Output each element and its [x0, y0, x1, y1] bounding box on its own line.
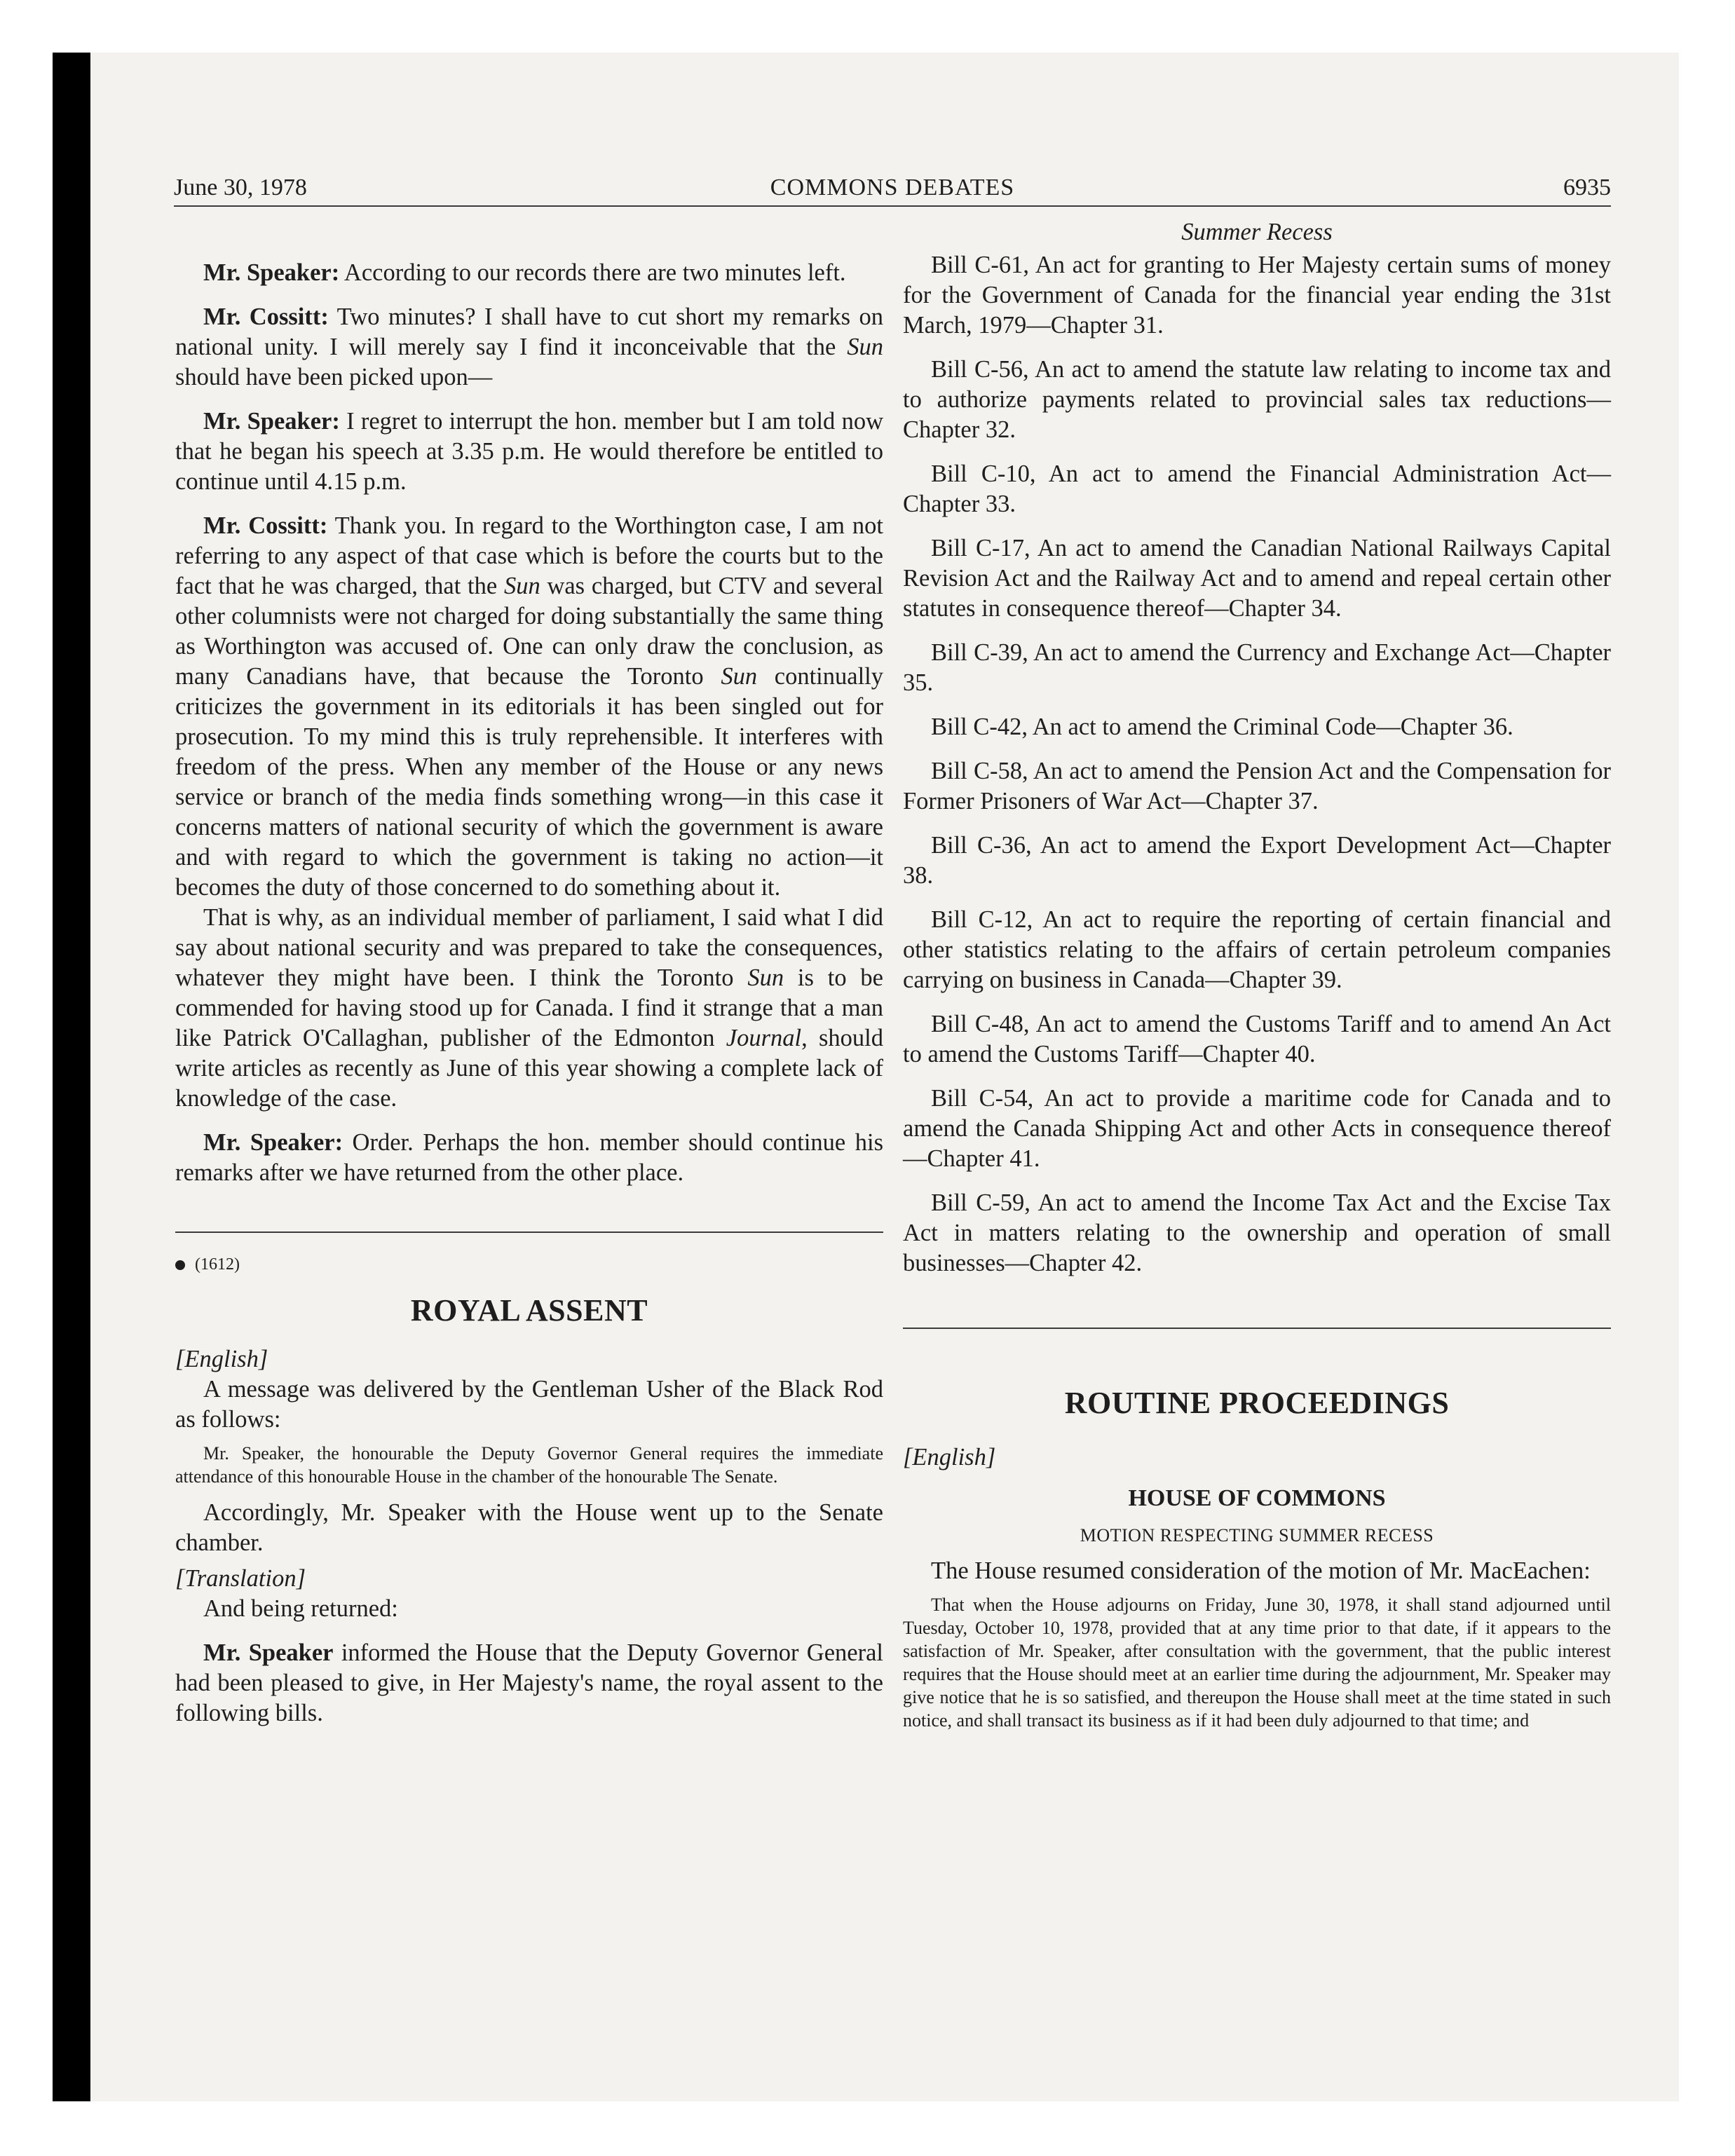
- speaker-name: Mr. Speaker: [203, 1639, 334, 1666]
- header-title: COMMONS DEBATES: [770, 175, 1015, 200]
- running-head: Summer Recess: [1181, 219, 1333, 245]
- paragraph: The House resumed consideration of the motion of Mr. MacEachen:: [931, 1557, 1591, 1584]
- bill-entry: Bill C-48, An act to amend the Customs Tariff and to amend An Act to amend the Customs Tariff—Chapter 40.: [903, 1011, 1611, 1067]
- section-title-routine-proceedings: ROUTINE PROCEEDINGS: [1064, 1386, 1450, 1420]
- paragraph: Mr. Speaker: Order. Perhaps the hon. member should continue his remarks after we have returned from the other place.: [175, 1129, 883, 1186]
- language-tag: [Translation]: [175, 1565, 306, 1592]
- paragraph: Mr. Speaker: I regret to interrupt the hon. member but I am told now that he began his speech at 3.35 p.m. He would therefore be entitled to continue until 4.15 p.m.: [175, 408, 883, 495]
- bill-entry: Bill C-17, An act to amend the Canadian National Railways Capital Revision Act and the Railway Act and to amend and repeal certain other statutes in consequence thereof—Chapter 34.: [903, 535, 1611, 622]
- paragraph: Mr. Cossitt: Two minutes? I shall have to cut short my remarks on national unity. I will merely say I find it inconceivable that the Sun should have been picked upon—: [175, 303, 883, 390]
- paragraph: Accordingly, Mr. Speaker with the House went up to the Senate chamber.: [175, 1499, 883, 1556]
- speaker-name: Mr. Speaker:: [203, 408, 340, 435]
- language-tag: [English]: [903, 1444, 996, 1471]
- paragraph: Mr. Cossitt: Thank you. In regard to the Worthington case, I am not referring to any aspect of that case which is before the courts but to the fact that he was charged, that the Sun was charged, but CTV and several other columnists were not charged for doing substantially the same thing as Worthington was accused of. One can only draw the conclusion, as many Canadians have, that because the Toronto Sun continually criticizes the government in its editorials it has been singled out for prosecution. To my mind this is truly reprehensible. It interferes with freedom of the press. When any member of the House or any news service or branch of the media finds something wrong—in this case it concerns matters of national security of which the government is aware and with regard to which the government is taking no action—it becomes the duty of those concerned to do something about it.: [175, 512, 883, 901]
- speaker-name: Mr. Speaker:: [203, 259, 340, 286]
- language-tag: [English]: [175, 1346, 268, 1372]
- section-divider: [903, 1328, 1611, 1329]
- paragraph: A message was delivered by the Gentleman Usher of the Black Rod as follows:: [175, 1376, 883, 1433]
- bill-entry: Bill C-56, An act to amend the statute law relating to income tax and to authorize payments related to provincial sales tax reductions—Chapter 32.: [903, 356, 1611, 443]
- speaker-name: Mr. Speaker:: [203, 1129, 343, 1156]
- bill-entry: Bill C-58, An act to amend the Pension Act and the Compensation for Former Prisoners of War Act—Chapter 37.: [903, 758, 1611, 814]
- paragraph: And being returned:: [203, 1595, 398, 1622]
- header-date: June 30, 1978: [174, 175, 307, 200]
- quoted-message: Mr. Speaker, the honourable the Deputy Governor General requires the immediate attendance of this honourable House in the chamber of the honourable The Senate.: [175, 1443, 883, 1487]
- bill-entry: Bill C-10, An act to amend the Financial Administration Act—Chapter 33.: [903, 460, 1611, 517]
- binding-edge: [53, 53, 90, 2101]
- bill-entry: Bill C-36, An act to amend the Export Development Act—Chapter 38.: [903, 832, 1611, 889]
- speaker-name: Mr. Cossitt:: [203, 512, 328, 539]
- motion-title: MOTION RESPECTING SUMMER RECESS: [1080, 1525, 1434, 1546]
- left-column: [175, 217, 883, 1728]
- bill-entry: Bill C-54, An act to provide a maritime code for Canada and to amend the Canada Shipping Act and other Acts in consequence thereof—Chapter 41.: [903, 1085, 1611, 1172]
- right-column: [903, 217, 1611, 1742]
- speaker-name: Mr. Cossitt:: [203, 303, 329, 330]
- paragraph: That is why, as an individual member of parliament, I said what I did say about national security and was prepared to take the consequences, whatever they might have been. I think the Toronto Sun is to be commended for having stood up for Canada. I find it strange that a man like Patrick O'Callaghan, publisher of the Edmonton Journal, should write articles as recently as June of this year showing a complete lack of knowledge of the case.: [175, 904, 883, 1112]
- time-marker: (1612): [175, 1250, 883, 1280]
- house-of-commons-title: HOUSE OF COMMONS: [1128, 1485, 1386, 1511]
- bullet-icon: [175, 1260, 185, 1270]
- bill-entry: Bill C-59, An act to amend the Income Tax Act and the Excise Tax Act in matters relating to the ownership and operation of small businesses—Chapter 42.: [903, 1189, 1611, 1276]
- paragraph: Mr. Speaker: According to our records there are two minutes left.: [203, 259, 846, 286]
- section-divider: [175, 1231, 883, 1233]
- bill-entry: Bill C-61, An act for granting to Her Majesty certain sums of money for the Government of Canada for the financial year ending the 31st March, 1979—Chapter 31.: [903, 252, 1611, 339]
- page-header: [174, 163, 1611, 207]
- bill-entry: Bill C-42, An act to amend the Criminal Code—Chapter 36.: [931, 714, 1513, 740]
- motion-text: That when the House adjourns on Friday, June 30, 1978, it shall stand adjourned until Tuesday, October 10, 1978, provided that at any time prior to that date, if it appears to the satisfaction of Mr. Speaker, after consultation with the government, that the public interest requires that the House should meet at an earlier time during the adjournment, Mr. Speaker may give notice that he is so satisfied, and thereupon the House shall meet at the time stated in such notice, and shall transact its business as if it had been duly adjourned to that time; and: [903, 1595, 1611, 1731]
- page-number: 6935: [1563, 175, 1611, 200]
- bill-entry: Bill C-12, An act to require the reporting of certain financial and other statistics relating to the affairs of certain petroleum companies carrying on business in Canada—Chapter 39.: [903, 906, 1611, 993]
- paragraph: Mr. Speaker informed the House that the Deputy Governor General had been pleased to give, in Her Majesty's name, the royal assent to the following bills.: [175, 1639, 883, 1726]
- section-title-royal-assent: ROYAL ASSENT: [410, 1293, 648, 1328]
- bill-entry: Bill C-39, An act to amend the Currency and Exchange Act—Chapter 35.: [903, 639, 1611, 696]
